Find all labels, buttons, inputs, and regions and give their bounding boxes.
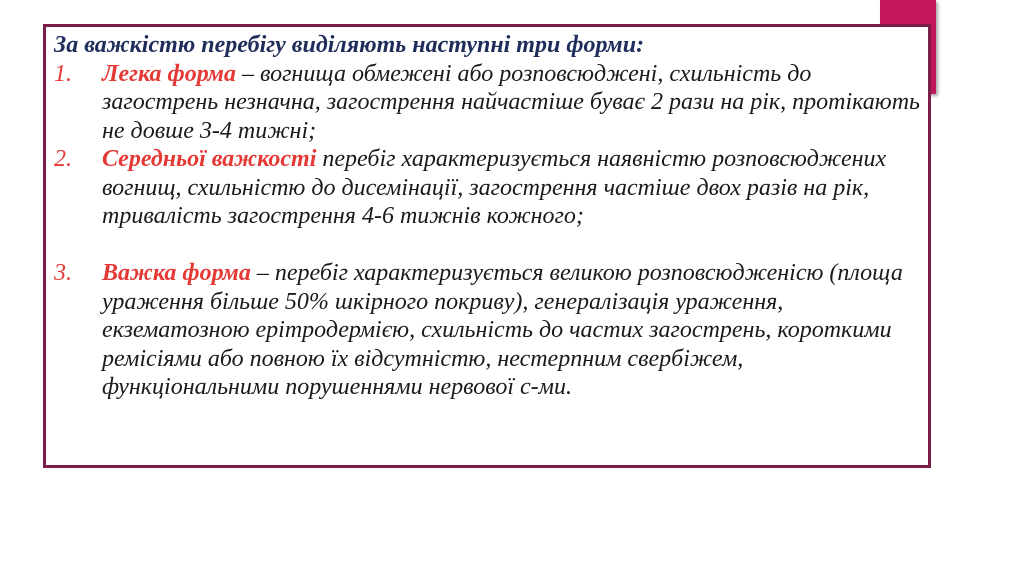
spacer: [54, 231, 924, 260]
term-mild: Легка форма: [102, 60, 236, 87]
item-text: перебіг характеризується наявністю розповсюджених вогнищ, схильністю до дисемінації, загострення частіше двох разів на рік, тривалість загострення 4-6 тижнів кожного;: [102, 146, 887, 229]
text-block: [54, 31, 924, 402]
item-text: – вогнища обмежені або розповсюджені, схильність до загострень незначна, загострення найчастіше буває 2 рази на рік, протікають не довше 3-4 тижні;: [102, 60, 920, 144]
term-moderate: Середньої важкості: [102, 146, 317, 172]
list-item-severe: [54, 259, 924, 402]
list-item-mild: [54, 60, 924, 146]
term-severe: Важка форма: [102, 260, 251, 286]
content-box: [43, 24, 931, 468]
intro-heading: За важкістю перебігу виділяють наступні три форми:: [54, 32, 645, 58]
list-item-moderate: [54, 145, 924, 231]
list-number: 1.: [54, 60, 72, 87]
list-number: 3.: [54, 260, 72, 286]
item-text: – перебіг характеризується великою розповсюдженісю (площа ураження більше 50% шкірного покриву), генералізація ураження, екзематозною ерітродермією, схильність до частих загострень, короткими ремісіями або повною їх відсутністю, нестерпним свербіжем, функціональними порушеннями нервової с-ми.: [102, 260, 903, 400]
list-number: 2.: [54, 146, 72, 172]
